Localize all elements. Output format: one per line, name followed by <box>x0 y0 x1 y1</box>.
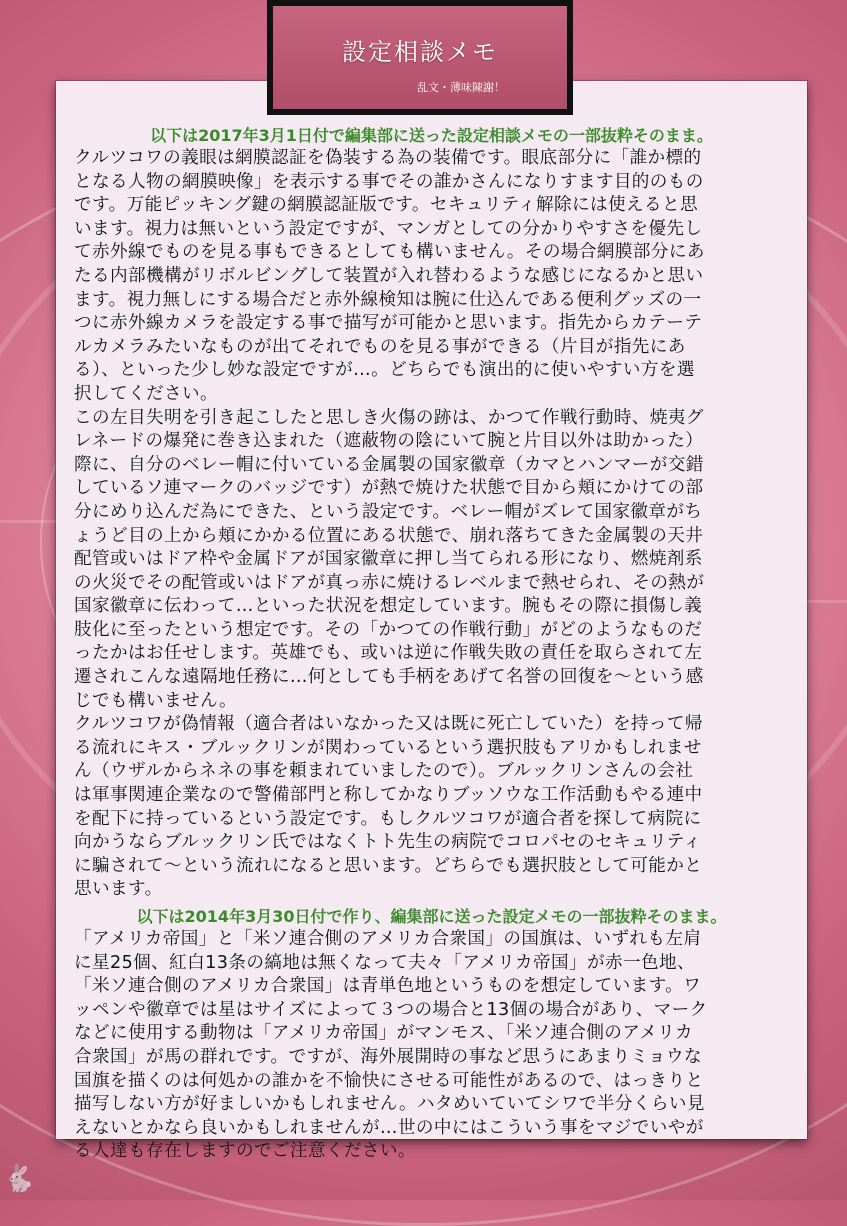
bg-line-left <box>0 520 60 523</box>
memo-panel <box>56 81 807 1162</box>
memo-paragraph: クルツコワの義眼は網膜認証を偽装する為の装備です。眼底部分に「誰か標的 となる人物の網膜映像」を表示する事でその誰かさんになりすます目的のもの です。万能ピッキング鍵の網膜認証版です。セキュリティ解除には使えると思 います。視力は無いという設定ですが、マンガとしての分かりやすさを優先し て赤外線でものを見る事もできるとしても構いません。その場合網膜部分にあ たる内部機構がリボルビングして装置が入れ替わるような感じになるかと思い ます。視力無しにする場合だと赤外線検知は腕に仕込んである便利グッズの一 つに赤外線カメラを設定する事で描写が可能かと思います。指先からカテーテ ルカメラみたいなものが出てそれでものを見る事ができる（片目が指先にあ る）、といった少し妙な設定ですが…。どちらでも演出的に使いやすい方を選 択してください。 <box>74 148 705 404</box>
title-plate-inner <box>273 6 567 109</box>
section-heading-2014: 以下は2014年3月30日付で作り、編集部に送った設定メモの一部抜粋そのまま。 <box>136 907 727 926</box>
title-plate <box>267 0 573 115</box>
page-subtitle: 乱文・薄味陳謝！ <box>417 81 505 94</box>
memo-paragraph: 「アメリカ帝国」と「米ソ連合側のアメリカ合衆国」の国旗は、いずれも左肩 に星25個、紅白13条の縞地は無くなって夫々「アメリカ帝国」が赤一色地、 「米ソ連合側のアメリカ合衆国」は青単色地というものを想定しています。ワ ッペンや徽章では星はサイズによって３つの場合と13個の場合があり、マーク などに使用する動物は「アメリカ帝国」がマンモス、「米ソ連合側のアメリカ 合衆国」が馬の群れです。ですが、海外展開時の事など思うにあまりミョウな 国旗を描くのは何処かの誰かを不愉快にさせる可能性があるので、はっきりと 描写しない方が好ましいかもしれません。ハタめいていてシワで半分くらい見 えないとかなら良いかもしれませんが…世の中にはこういう事をマジでいやが る人達も存在しますのでご注意ください。 <box>74 929 708 1162</box>
rabbit-silhouette-icon: 🐇 <box>2 1164 36 1194</box>
page-title: 設定相談メモ <box>342 38 498 66</box>
bg-line-right <box>800 600 847 603</box>
memo-paragraph: この左目失明を引き起こしたと思しき火傷の跡は、かつて作戦行動時、焼夷グ レネードの爆発に巻き込まれた（遮蔽物の陰にいて腕と片目以外は助かった） 際に、自分のベレー帽に付いている金属製の国家徽章（カマとハンマーが交錯 しているソ連マークのバッジです）が熱で焼けた状態で目から頬にかけての部 分にめり込んだ為にできた、という設定です。ベレー帽がズレて国家徽章がち ょうど目の上から頬にかかる位置にある状態で、崩れ落ちてきた金属製の天井 配管或いはドア枠や金属ドアが国家徽章に押し当てられる形になり、燃焼剤系 の火災でその配管或いはドアが真っ赤に焼けるレベルまで熱せられ、その熱が 国家徽章に伝わって…といった状況を想定しています。腕もその際に損傷し義 肢化に至ったという想定です。その「かつての作戦行動」がどのようなものだ ったかはお任せします。英雄でも、或いは逆に作戦失敗の責任を取らされて左 遷されこんな遠隔地任務に…何としても手柄をあげて名誉の回復を～という感 じでも構いません。 <box>74 407 705 711</box>
section-heading-2017: 以下は2017年3月1日付で編集部に送った設定相談メモの一部抜粋そのまま。 <box>150 126 713 145</box>
memo-paragraph: クルツコワが偽情報（適合者はいなかった又は既に死亡していた）を持って帰 る流れにキス・ブルックリンが関わっているという選択肢もアリかもしれませ ん（ウザルからネネの事を頼まれていましたので）。ブルックリンさんの会社 は軍事関連企業なので警備部門と称してかなりブッソウな工作活動もやる連中 を配下に持っているという設定です。もしクルツコワが適合者を探して病院に 向かうならブルックリン氏ではなくトト先生の病院でコロパセのセキュリティ に騙されて～という流れになると思います。どちらでも選択肢として可能かと 思います。 <box>74 714 703 900</box>
